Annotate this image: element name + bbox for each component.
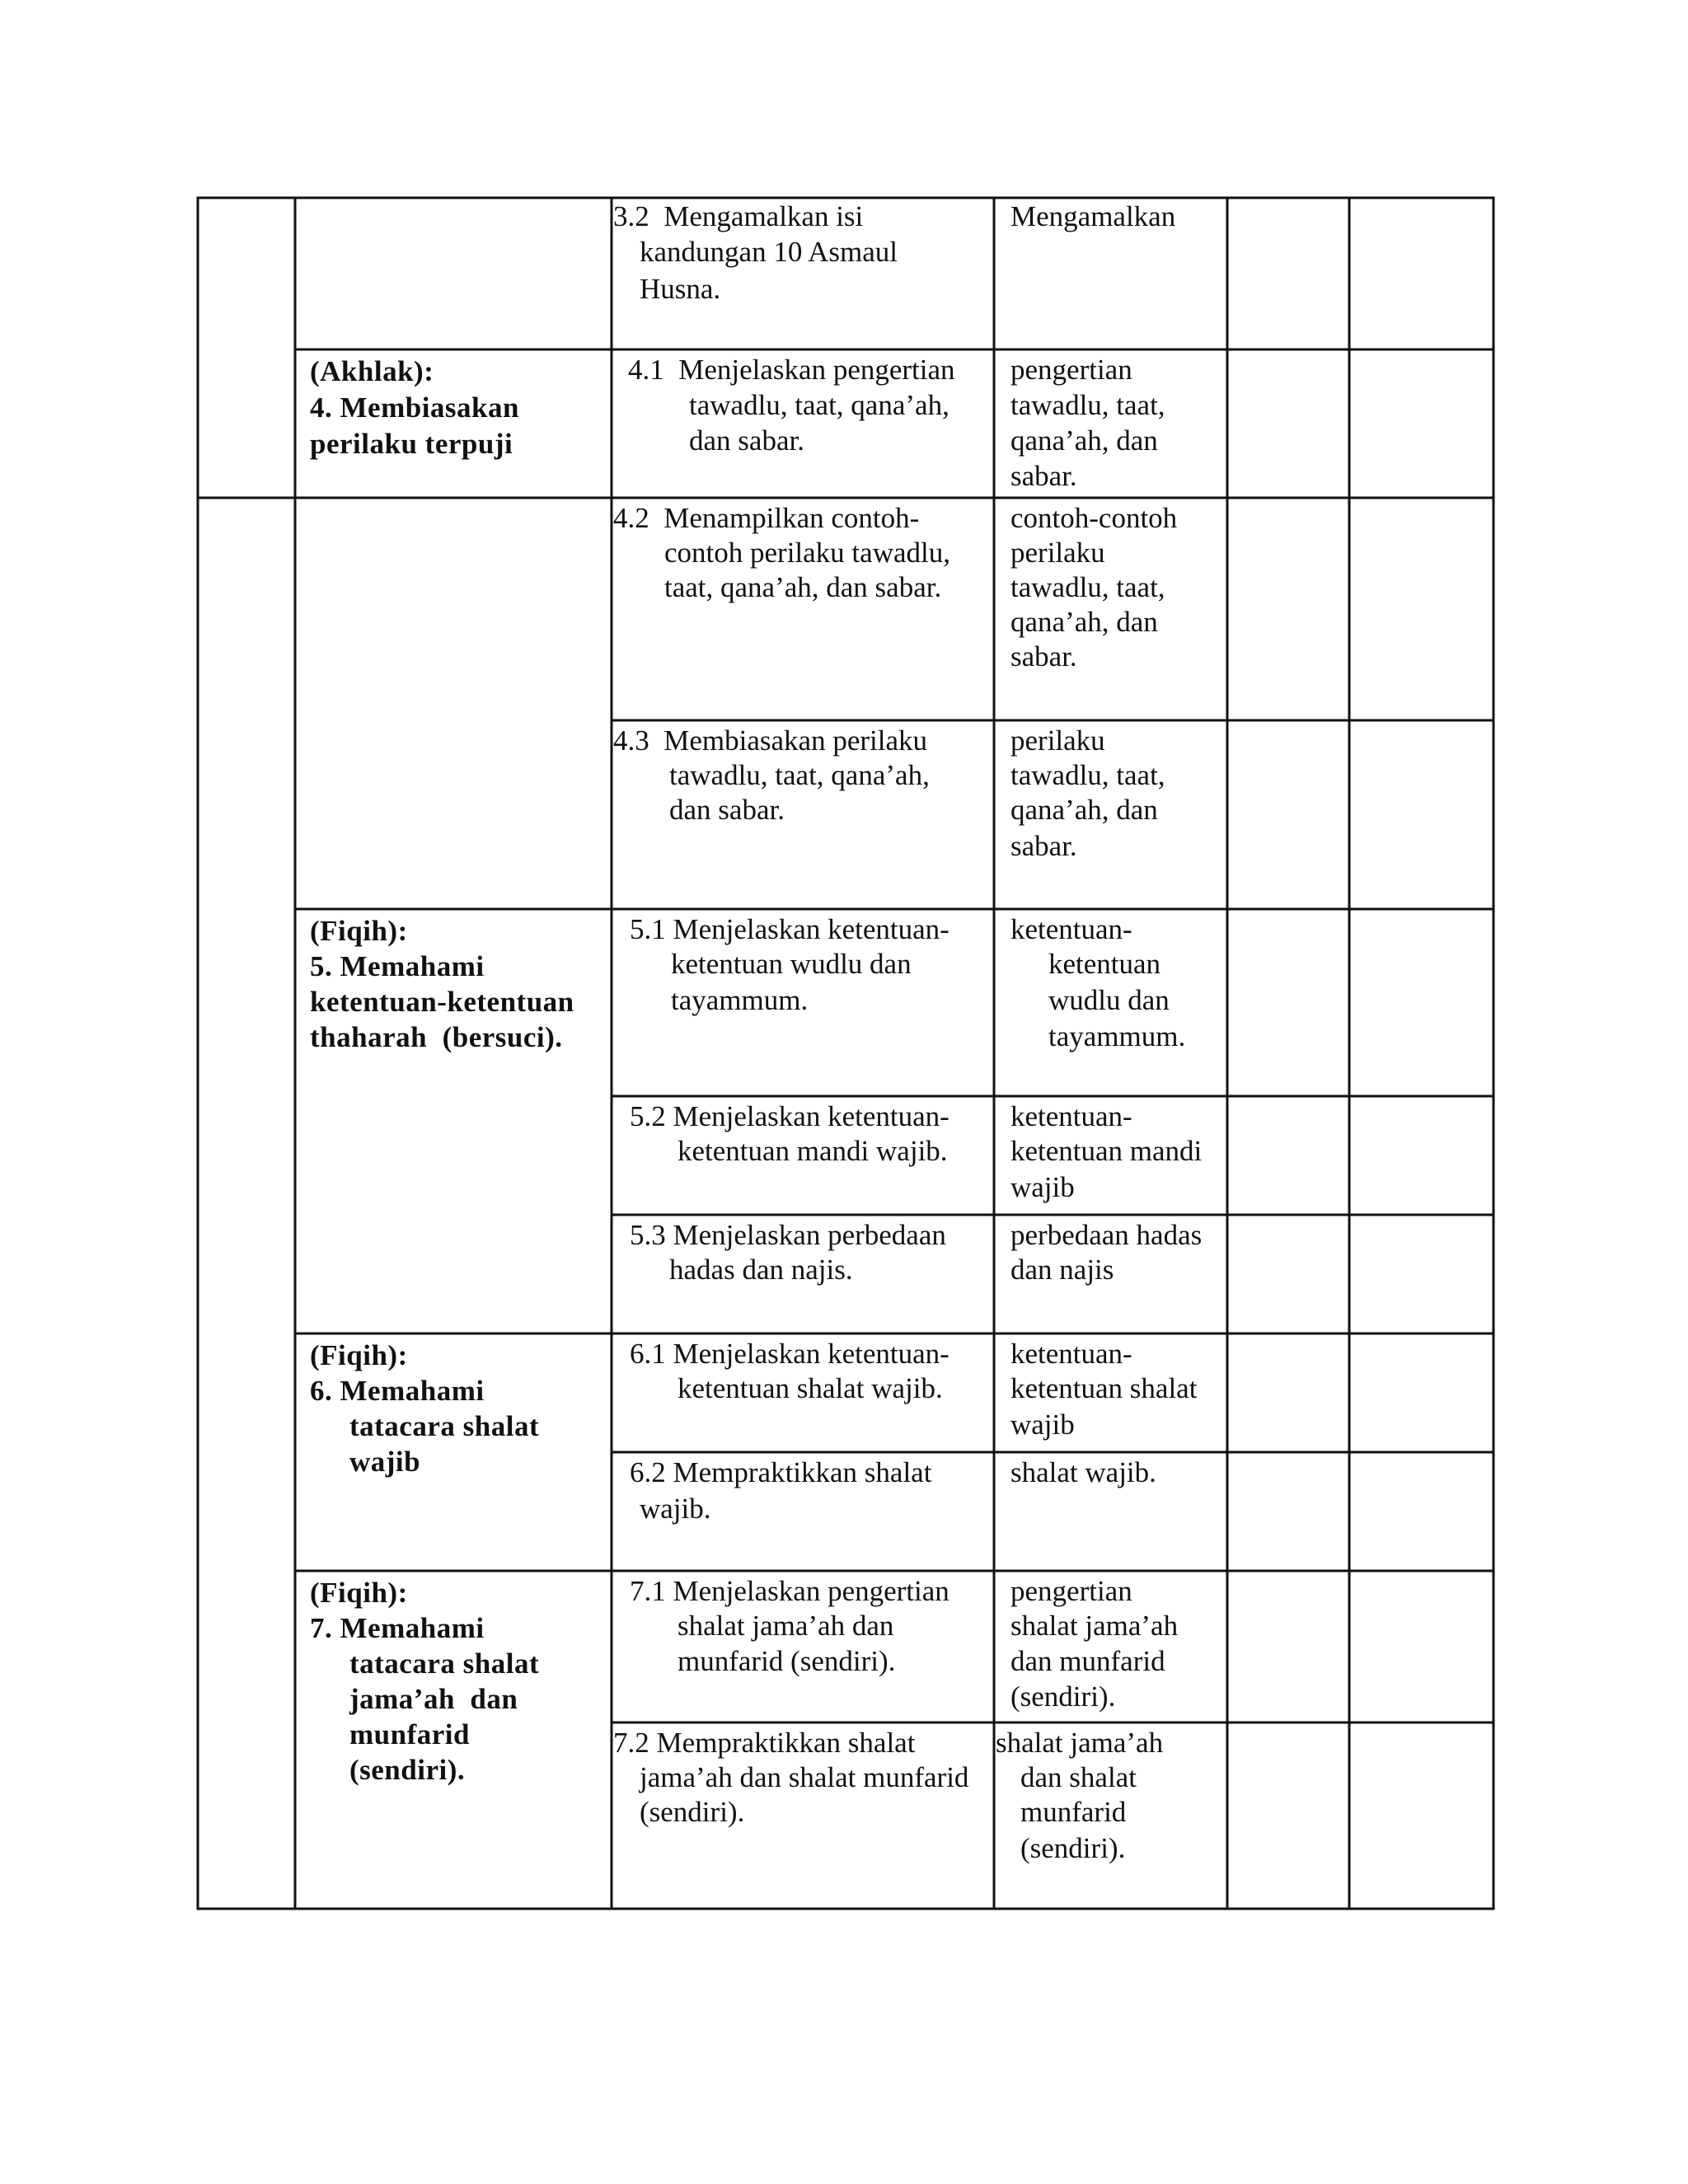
kd-4-3-line-1: 4.3 Membiasakan perilaku <box>613 724 928 757</box>
sk-7-line-5: munfarid <box>349 1718 470 1750</box>
materi-4-2-line-5: sabar. <box>1010 640 1077 673</box>
kd-4-1-line-2: tawadlu, taat, qana’ah, <box>689 389 950 421</box>
kd-6-2-line-2: wajib. <box>640 1493 711 1525</box>
sk-7-line-3: tatacara shalat <box>349 1647 540 1680</box>
sk-5-line-4: thaharah (bersuci). <box>310 1021 563 1053</box>
materi-4-2-line-4: qana’ah, dan <box>1010 606 1158 638</box>
sk-5-line-3: ketentuan-ketentuan <box>310 986 574 1018</box>
materi-3-2-line-1: Mengamalkan <box>1010 200 1176 232</box>
sk-5-line-2: 5. Memahami <box>310 950 485 982</box>
materi-6-1-line-2: ketentuan shalat <box>1010 1372 1198 1404</box>
kd-4-2-line-3: taat, qana’ah, dan sabar. <box>664 571 942 603</box>
kd-7-1-line-2: shalat jama’ah dan <box>678 1610 894 1642</box>
kd-4-2-line-1: 4.2 Menampilkan contoh- <box>613 502 920 534</box>
sk-7-line-4: jama’ah dan <box>349 1683 518 1715</box>
kd-3-2-line-3: Husna. <box>640 273 721 305</box>
kd-5-1-line-2: ketentuan wudlu dan <box>671 948 912 980</box>
sk-4-line-1: (Akhlak): <box>310 355 434 387</box>
sk-7-line-1: (Fiqih): <box>310 1577 408 1609</box>
kd-5-2-line-2: ketentuan mandi wajib. <box>678 1135 948 1167</box>
kd-3-2-line-2: kandungan 10 Asmaul <box>640 236 898 268</box>
materi-6-1-line-1: ketentuan- <box>1010 1338 1132 1370</box>
sk-6-line-4: wajib <box>349 1446 421 1478</box>
materi-7-2-line-1: shalat jama’ah <box>996 1727 1164 1759</box>
kd-7-1-line-1: 7.1 Menjelaskan pengertian <box>630 1575 950 1607</box>
materi-6-1-line-3: wajib <box>1010 1408 1075 1441</box>
sk-6-line-2: 6. Memahami <box>310 1375 485 1407</box>
materi-7-1-line-3: dan munfarid <box>1010 1645 1165 1677</box>
kd-5-3-line-1: 5.3 Menjelaskan perbedaan <box>630 1219 946 1251</box>
materi-7-1-line-4: (sendiri). <box>1010 1680 1116 1713</box>
materi-4-2-line-3: tawadlu, taat, <box>1010 571 1165 603</box>
materi-7-2-line-3: munfarid <box>1020 1796 1127 1828</box>
materi-7-1-line-1: pengertian <box>1010 1575 1132 1607</box>
materi-5-1-line-4: tayammum. <box>1048 1020 1186 1052</box>
materi-4-2-line-1: contoh-contoh <box>1010 502 1178 534</box>
kd-5-2-line-1: 5.2 Menjelaskan ketentuan- <box>630 1100 950 1132</box>
materi-6-2-line-1: shalat wajib. <box>1010 1456 1156 1488</box>
materi-7-2-line-2: dan shalat <box>1020 1761 1137 1793</box>
kd-7-2-line-3: (sendiri). <box>640 1796 745 1828</box>
materi-5-3-line-2: dan najis <box>1010 1254 1114 1286</box>
sk-4-line-2: 4. Membiasakan <box>310 391 519 424</box>
kd-7-2-line-1: 7.2 Mempraktikkan shalat <box>613 1727 916 1759</box>
sk-6-line-3: tatacara shalat <box>349 1410 540 1442</box>
materi-4-3-line-1: perilaku <box>1010 724 1105 757</box>
sk-6-line-1: (Fiqih): <box>310 1339 408 1371</box>
kd-7-1-line-3: munfarid (sendiri). <box>678 1645 896 1677</box>
materi-5-1-line-1: ketentuan- <box>1010 913 1132 945</box>
kd-5-1-line-1: 5.1 Menjelaskan ketentuan- <box>630 913 950 945</box>
materi-5-2-line-2: ketentuan mandi <box>1010 1135 1203 1167</box>
materi-5-2-line-3: wajib <box>1010 1171 1075 1203</box>
kd-4-2-line-2: contoh perilaku tawadlu, <box>664 537 950 569</box>
materi-4-1-line-1: pengertian <box>1010 354 1132 386</box>
kd-6-1-line-1: 6.1 Menjelaskan ketentuan- <box>630 1338 950 1370</box>
materi-4-3-line-2: tawadlu, taat, <box>1010 759 1165 791</box>
sk-7-line-2: 7. Memahami <box>310 1612 485 1644</box>
sk-4-line-3: perilaku terpuji <box>310 428 513 460</box>
materi-5-3-line-1: perbedaan hadas <box>1010 1219 1203 1251</box>
kd-4-1-line-3: dan sabar. <box>689 424 804 457</box>
materi-4-3-line-3: qana’ah, dan <box>1010 794 1158 826</box>
materi-4-1-line-4: sabar. <box>1010 460 1077 492</box>
kd-7-2-line-2: jama’ah dan shalat munfarid <box>640 1761 969 1793</box>
kd-4-1-line-1: 4.1 Menjelaskan pengertian <box>628 354 955 386</box>
materi-4-1-line-3: qana’ah, dan <box>1010 424 1158 457</box>
kd-4-3-line-3: dan sabar. <box>669 794 785 826</box>
materi-7-2-line-4: (sendiri). <box>1020 1832 1126 1864</box>
kd-6-2-line-1: 6.2 Mempraktikkan shalat <box>630 1456 932 1488</box>
materi-4-1-line-2: tawadlu, taat, <box>1010 389 1165 421</box>
materi-5-1-line-2: ketentuan <box>1048 948 1161 980</box>
materi-5-2-line-1: ketentuan- <box>1010 1100 1132 1132</box>
kd-4-3-line-2: tawadlu, taat, qana’ah, <box>669 759 930 791</box>
materi-7-1-line-2: shalat jama’ah <box>1010 1610 1179 1642</box>
materi-4-2-line-2: perilaku <box>1010 537 1105 569</box>
kd-5-1-line-3: tayammum. <box>671 984 809 1016</box>
kd-6-1-line-2: ketentuan shalat wajib. <box>678 1372 943 1404</box>
kd-3-2-line-1: 3.2 Mengamalkan isi <box>613 200 864 232</box>
materi-4-3-line-4: sabar. <box>1010 830 1077 862</box>
sk-5-line-1: (Fiqih): <box>310 915 408 947</box>
kd-5-3-line-2: hadas dan najis. <box>669 1254 853 1286</box>
sk-7-line-6: (sendiri). <box>349 1754 466 1786</box>
materi-5-1-line-3: wudlu dan <box>1048 984 1170 1016</box>
